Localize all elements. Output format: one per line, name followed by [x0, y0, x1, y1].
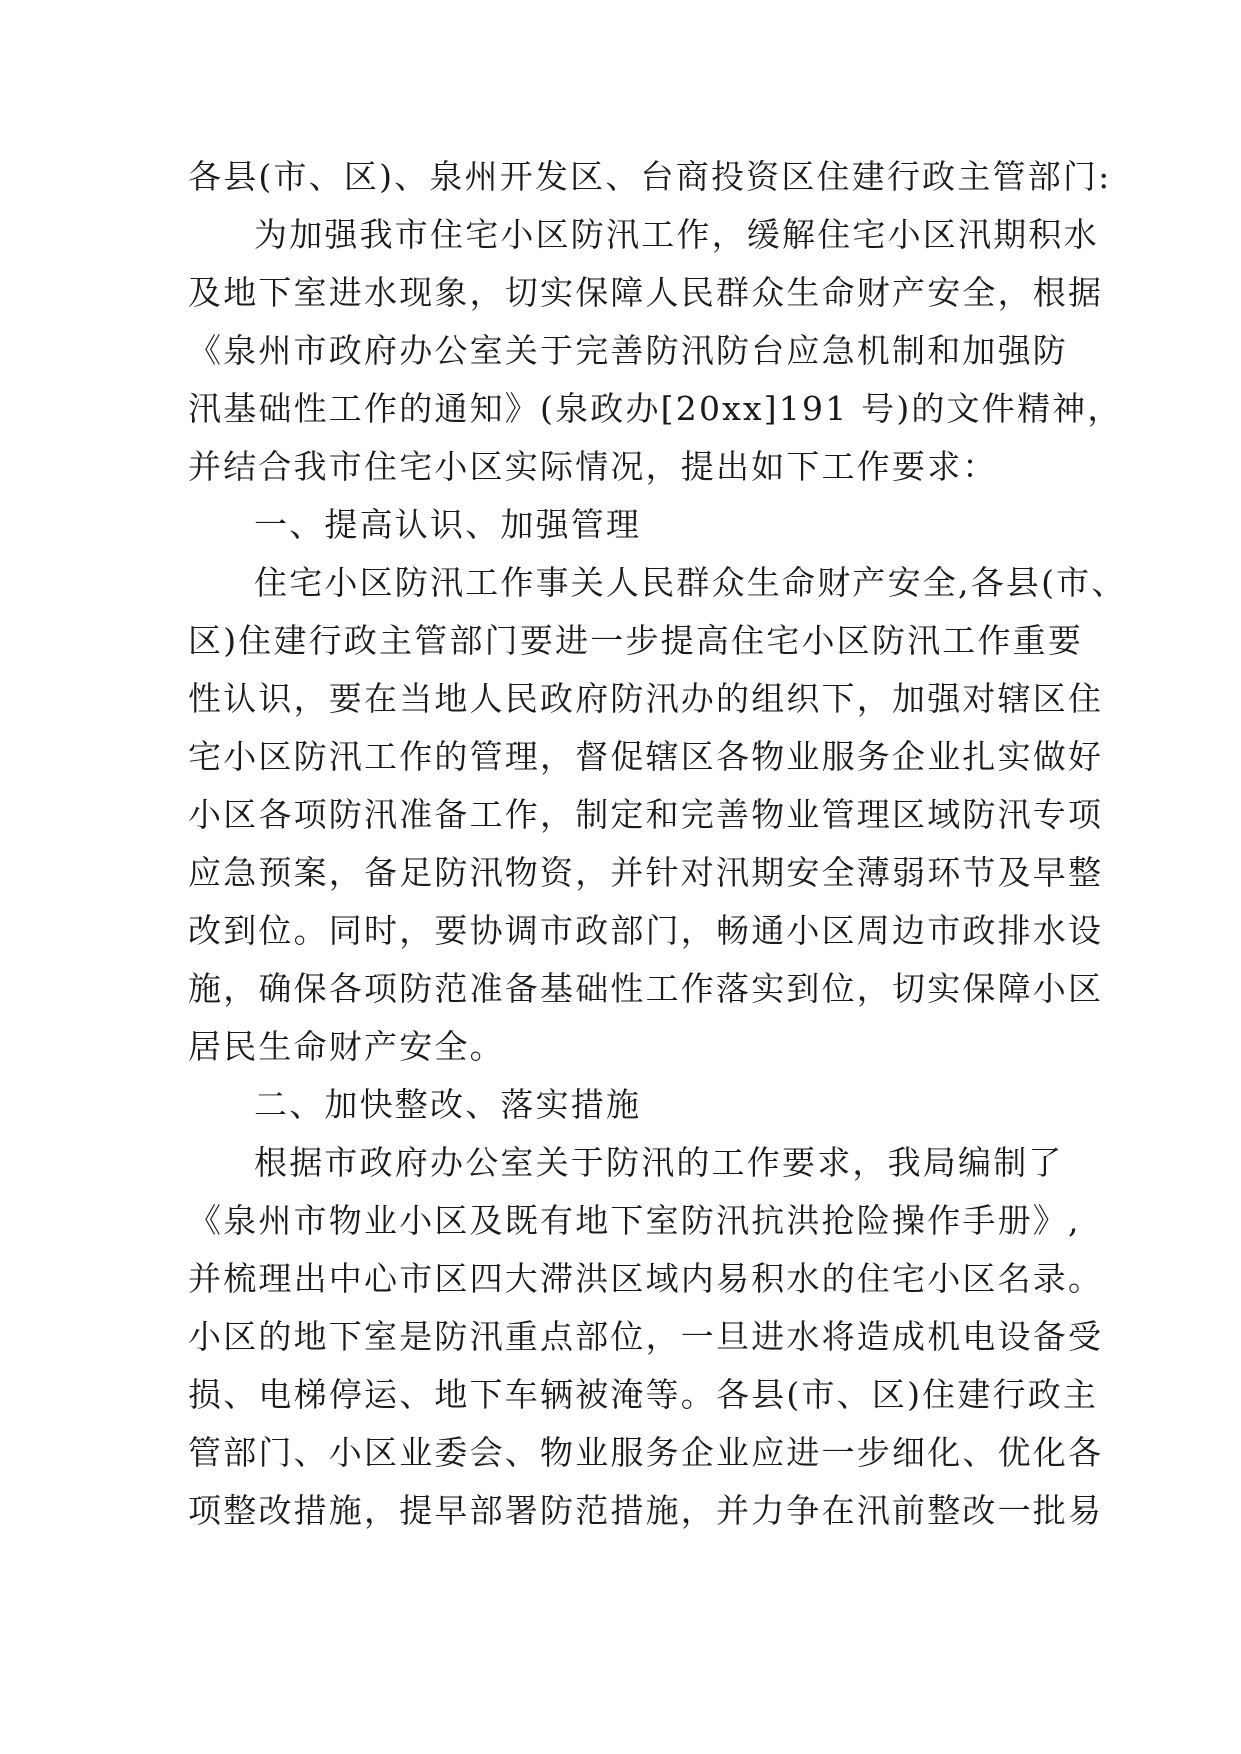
- paragraph-line: 居民生命财产安全。: [188, 1027, 505, 1066]
- paragraph-line: 并结合我市住宅小区实际情况，提出如下工作要求：: [188, 447, 998, 486]
- paragraph-line: 施，确保各项防范准备基础性工作落实到位，切实保障小区: [188, 969, 1104, 1008]
- paragraph-line: 住宅小区防汛工作事关人民群众生命财产安全,各县(市、: [254, 563, 1127, 602]
- paragraph-line: 管部门、小区业委会、物业服务企业应进一步细化、优化各: [188, 1433, 1104, 1472]
- paragraph-line: 项整改措施，提早部署防范措施，并力争在汛前整改一批易: [188, 1491, 1104, 1530]
- section-heading: 二、加快整改、落实措施: [254, 1085, 642, 1124]
- paragraph-line: 性认识，要在当地人民政府防汛办的组织下，加强对辖区住: [188, 679, 1104, 718]
- paragraph-line: 根据市政府办公室关于防汛的工作要求，我局编制了: [254, 1143, 1064, 1182]
- document-body: [188, 148, 1127, 1540]
- paragraph-line: 应急预案，备足防汛物资，并针对汛期安全薄弱环节及早整: [188, 853, 1104, 892]
- paragraph-line: 改到位。同时，要协调市政部门，畅通小区周边市政排水设: [188, 911, 1104, 950]
- paragraph-line: 小区各项防汛准备工作，制定和完善物业管理区域防汛专项: [188, 795, 1104, 834]
- paragraph-line: 并梳理出中心市区四大滞洪区域内易积水的住宅小区名录。: [188, 1259, 1104, 1298]
- paragraph-line: 损、电梯停运、地下车辆被淹等。各县(市、区)住建行政主: [188, 1375, 1099, 1414]
- salutation-line: 各县(市、区)、泉州开发区、台商投资区住建行政主管部门:: [188, 157, 1112, 196]
- paragraph-line: 区)住建行政主管部门要进一步提高住宅小区防汛工作重要: [188, 621, 1084, 660]
- paragraph-line: 及地下室进水现象，切实保障人民群众生命财产安全，根据: [188, 273, 1104, 312]
- paragraph-line: 《泉州市政府办公室关于完善防汛防台应急机制和加强防: [188, 331, 1068, 370]
- paragraph-line: 宅小区防汛工作的管理，督促辖区各物业服务企业扎实做好: [188, 737, 1104, 776]
- paragraph-line: 小区的地下室是防汛重点部位，一旦进水将造成机电设备受: [188, 1317, 1104, 1356]
- section-heading: 一、提高认识、加强管理: [254, 505, 642, 544]
- paragraph-line: 《泉州市物业小区及既有地下室防汛抗洪抢险操作手册》,: [188, 1201, 1081, 1240]
- paragraph-line: 为加强我市住宅小区防汛工作，缓解住宅小区汛期积水: [254, 215, 1099, 254]
- paragraph-line: 汛基础性工作的通知》(泉政办[20xx]191 号)的文件精神，: [188, 389, 1123, 428]
